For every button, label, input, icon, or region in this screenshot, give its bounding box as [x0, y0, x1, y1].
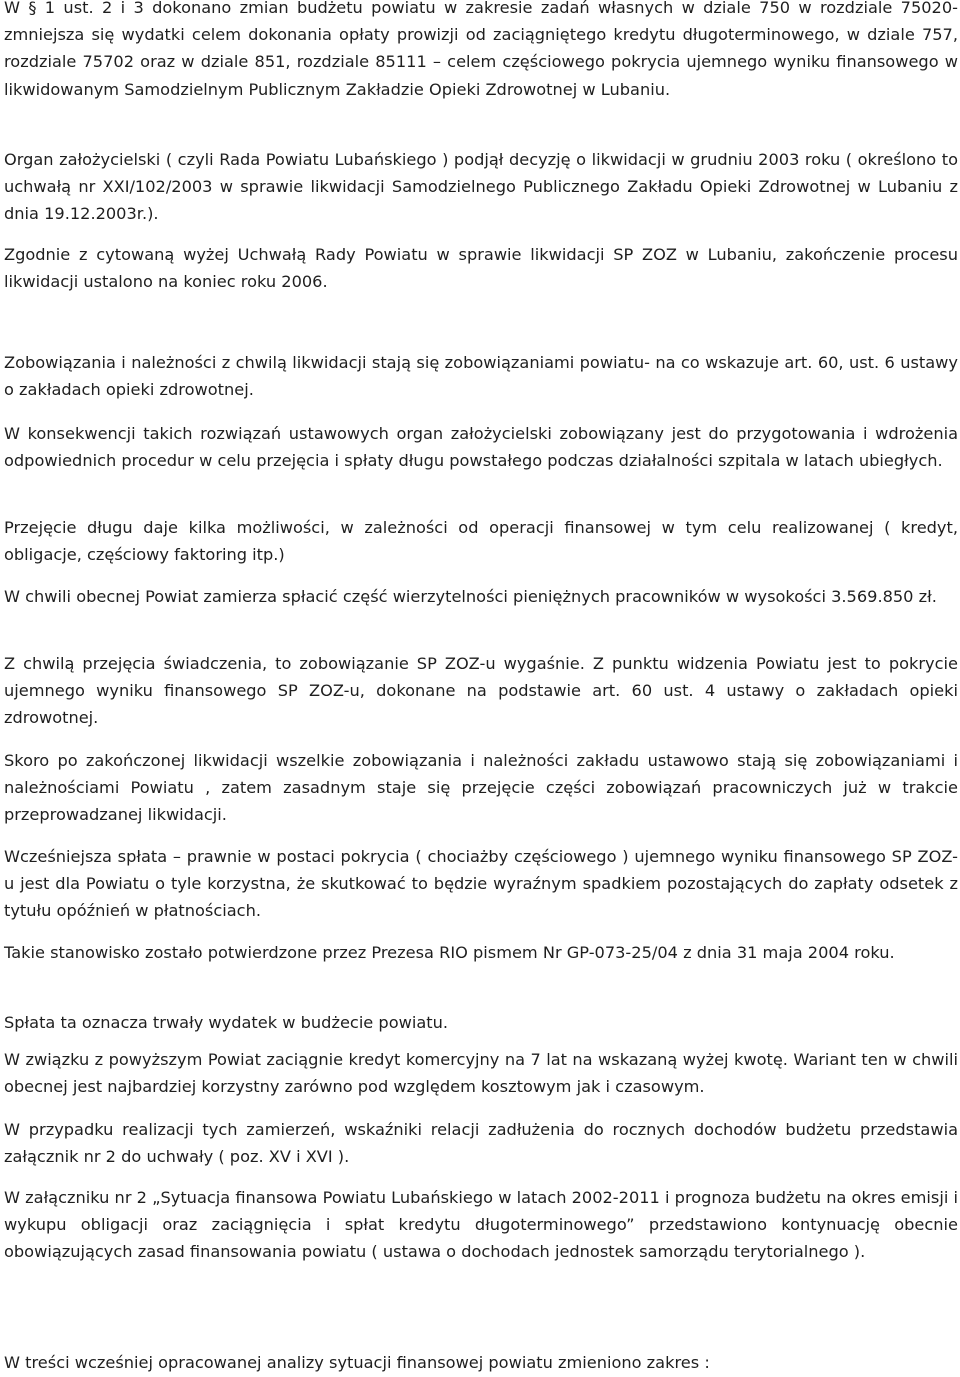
paragraph-liquidation-decision: Organ założycielski ( czyli Rada Powiatu Lubańskiego ) podjął decyzję o likwidacji w grudniu 2003 roku ( określono to uchwałą nr XXI/102/2003 w sprawie likwidacji Samodzielnego Publicznego Zakładu Opieki Zdrowotnej w Lubaniu z dnia 19.12.2003r.).	[4, 150, 958, 224]
paragraph-consequences: W konsekwencji takich rozwiązań ustawowych organ założycielski zobowiązany jest do przygotowania i wdrożenia odpowiednich procedur w celu przejęcia i spłaty długu powstałego podczas działalności szpitala w latach ubiegłych.	[4, 424, 958, 471]
paragraph-rio-position: Takie stanowisko zostało potwierdzone przez Prezesa RIO pismem Nr GP-073-25/04 z dnia 31 maja 2004 roku.	[4, 943, 895, 962]
paragraph-attachment-2: W załączniku nr 2 „Sytuacja finansowa Powiatu Lubańskiego w latach 2002-2011 i prognoza budżetu na okres emisji i wykupu obligacji oraz zaciągnięcia i spłat kredytu długoterminowego” przedstawiono kontynuację obecnie obowiązujących zasad finansowania powiatu ( ustawa o dochodach jednostek samorządu terytorialnego ).	[4, 1188, 958, 1262]
paragraph-scope-changes: W treści wcześniej opracowanej analizy sytuacji finansowej powiatu zmieniono zakres :	[4, 1353, 710, 1372]
paragraph-debt-indicators: W przypadku realizacji tych zamierzeń, wskaźniki relacji zadłużenia do rocznych dochodów budżetu przedstawia załącznik nr 2 do uchwały ( poz. XV i XVI ).	[4, 1120, 958, 1167]
paragraph-early-repayment: Wcześniejsza spłata – prawnie w postaci pokrycia ( chociażby częściowego ) ujemnego wyniku finansowego SP ZOZ-u jest dla Powiatu o tyle korzystna, że skutkować to będzie wyraźnym spadkiem pozostających do zapłaty odsetek z tytułu opóźnień w płatnościach.	[4, 847, 958, 921]
paragraph-liquidation-end: Zgodnie z cytowaną wyżej Uchwałą Rady Powiatu w sprawie likwidacji SP ZOZ w Lubaniu, zakończenie procesu likwidacji ustalono na koniec roku 2006.	[4, 245, 958, 292]
paragraph-budget-changes: W § 1 ust. 2 i 3 dokonano zmian budżetu powiatu w zakresie zadań własnych w dziale 750 w rozdziale 75020- zmniejsza się wydatki celem dokonania opłaty prowizji od zaciągniętego kredytu długoterminowego, w dziale 757, rozdziale 75702 oraz w dziale 851, rozdziale 85111 – celem częściowego pokrycia ujemnego wyniku finansowego w likwidowanym Samodzielnym Publicznym Zakładzie Opieki Zdrowotnej w Lubaniu.	[4, 0, 958, 99]
paragraph-obligations: Zobowiązania i należności z chwilą likwidacji stają się zobowiązaniami powiatu- na co wskazuje art. 60, ust. 6 ustawy o zakładach opieki zdrowotnej.	[4, 353, 958, 400]
paragraph-commercial-credit: W związku z powyższym Powiat zaciągnie kredyt komercyjny na 7 lat na wskazaną wyżej kwotę. Wariant ten w chwili obecnej jest najbardziej korzystny zarówno pod względem kosztowym jak i czasowym.	[4, 1050, 958, 1097]
paragraph-repayment-amount: W chwili obecnej Powiat zamierza spłacić część wierzytelności pieniężnych pracowników w wysokości 3.569.850 zł.	[4, 587, 937, 606]
paragraph-debt-options: Przejęcie długu daje kilka możliwości, w zależności od operacji finansowej w tym celu realizowanej ( kredyt, obligacje, częściowy faktoring itp.)	[4, 518, 958, 565]
paragraph-employee-obligations: Skoro po zakończonej likwidacji wszelkie zobowiązania i należności zakładu ustawowo stają się zobowiązaniami i należnościami Powiatu , zatem zasadnym staje się przejęcie części zobowiązań pracowniczych już w trakcie przeprowadzanej likwidacji.	[4, 751, 958, 825]
paragraph-obligation-expiry: Z chwilą przejęcia świadczenia, to zobowiązanie SP ZOZ-u wygaśnie. Z punktu widzenia Powiatu jest to pokrycie ujemnego wyniku finansowego SP ZOZ-u, dokonane na podstawie art. 60 ust. 4 ustawy o zakładach opieki zdrowotnej.	[4, 654, 958, 728]
paragraph-permanent-expense: Spłata ta oznacza trwały wydatek w budżecie powiatu.	[4, 1013, 449, 1032]
